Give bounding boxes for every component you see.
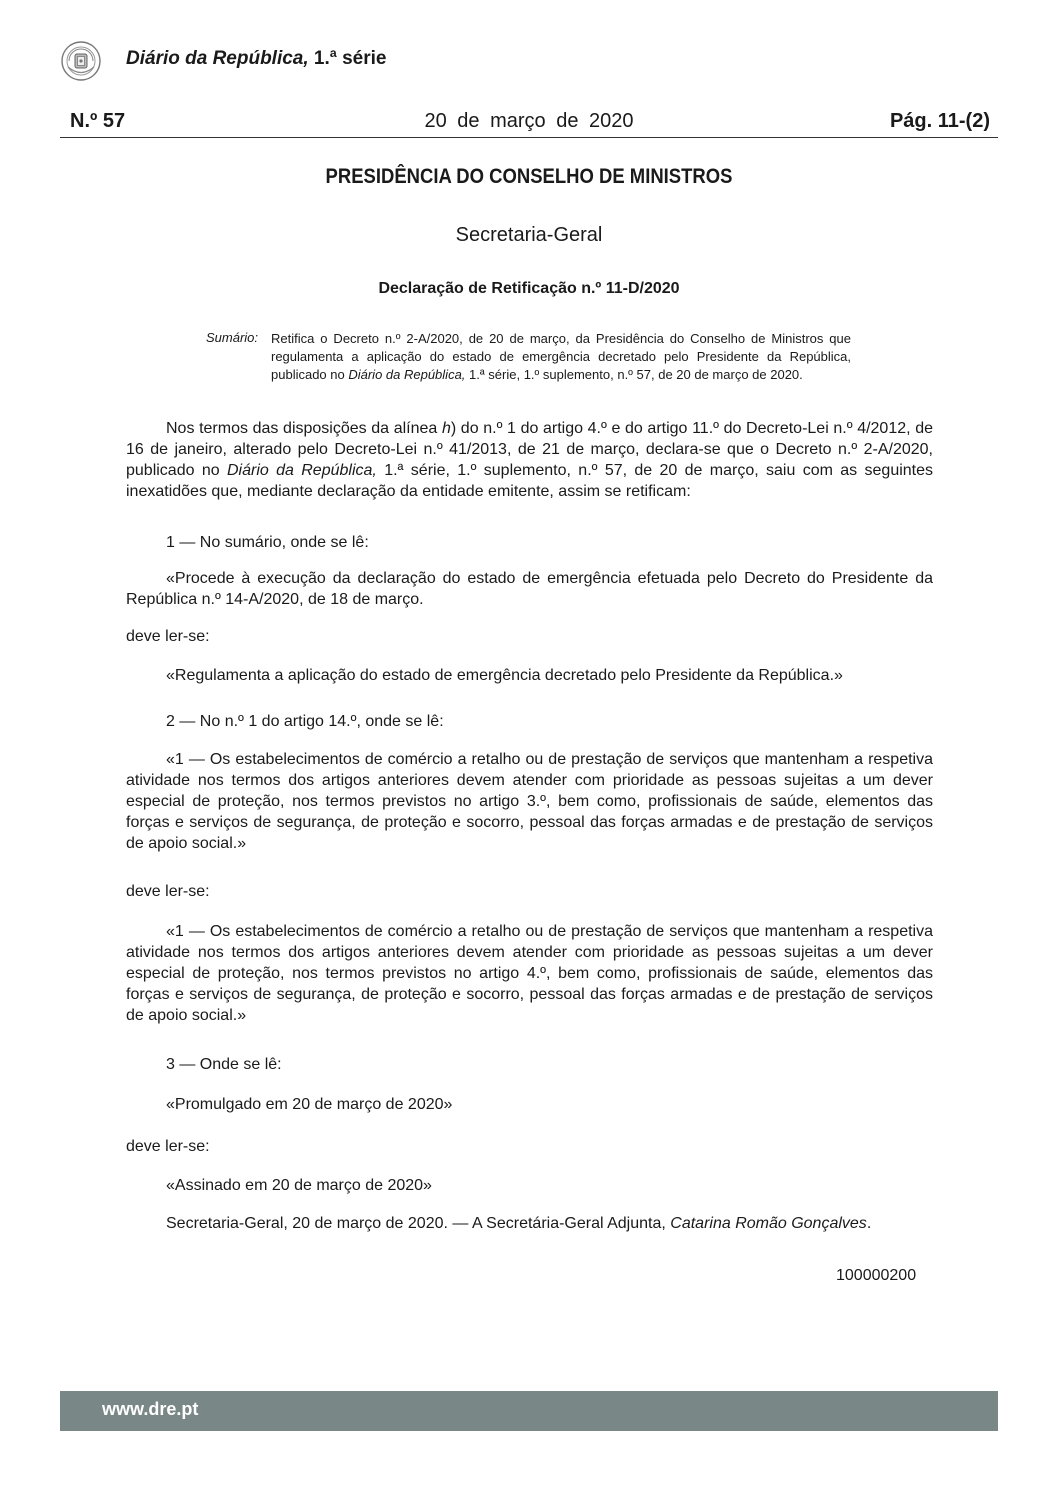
item1-new-text: «Regulamenta a aplicação do estado de emergência decretado pelo Presidente da República.» — [166, 667, 843, 684]
journal-title — [126, 48, 386, 70]
issue-meta-row — [60, 110, 998, 138]
issue-number: N.º 57 — [70, 110, 126, 132]
intro-text: 1.ª série, 1.º suplemento, n.º 57, de 20 de março, saiu com as seguintes inexatidões que, mediante declaração da entidade emitente, assim se retificam: — [126, 462, 934, 500]
item3-heading: 3 — Onde se lê: — [166, 1056, 282, 1073]
item1-heading: 1 — No sumário, onde se lê: — [166, 534, 369, 551]
item2-new-text: «1 — Os estabelecimentos de comércio a retalho ou de prestação de serviços que mantenham a respetiva atividade nos termos dos artigos anteriores devem atender com prioridade as pessoas sujeitas a um dever especial de proteção, nos termos previstos no artigo 4.º, bem como, profissionais de saúde, elementos das forças e serviços de segurança, de proteção e socorro, pessoal das forças armadas e de prestação de serviços de apoio social.» — [126, 923, 933, 1024]
item3-read-as: deve ler-se: — [126, 1138, 210, 1155]
closing-text: . — [866, 1215, 872, 1232]
item2-old-text: «1 — Os estabelecimentos de comércio a retalho ou de prestação de serviços que mantenham a respetiva atividade nos termos dos artigos anteriores devem atender com prioridade as pessoas sujeitas a um dever especial de proteção, nos termos previstos no artigo 3.º, bem como, profissionais de saúde, elementos das forças e serviços de segurança, de proteção e socorro, pessoal das forças armadas e de prestação de serviços de apoio social.» — [126, 751, 933, 852]
intro-text-italic: Diário da República, — [226, 462, 377, 479]
document-identifier: 100000200 — [836, 1267, 917, 1284]
item1-old-text: «Procede à execução da declaração do estado de emergência efetuada pelo Decreto do Presidente da República n.º 14-A/2020, de 18 de março. — [126, 570, 933, 608]
summary-text-italic: Diário da República, — [348, 367, 466, 382]
summary-label: Sumário: — [206, 330, 259, 345]
closing-text: Secretaria-Geral, 20 de março de 2020. — A Secretária-Geral Adjunta, — [166, 1215, 671, 1232]
footer-bar — [60, 1391, 998, 1431]
item2-heading: 2 — No n.º 1 do artigo 14.º, onde se lê: — [166, 713, 444, 730]
closing-paragraph — [126, 1213, 933, 1234]
journal-name: Diário da República, — [126, 48, 309, 69]
summary-text-part: 1.ª série, 1.º suplemento, n.º 57, de 20 de março de 2020. — [465, 367, 803, 382]
header-divider — [60, 137, 998, 138]
signatory-name: Catarina Romão Gonçalves — [670, 1215, 867, 1232]
journal-series: 1.ª série — [308, 48, 387, 69]
summary-text-part: Retifica o Decreto n.º 2-A/2020, de 20 de março, da Presidência do Conselho de Ministros que regulamenta a aplicação do estado de emergência decretado pelo Presidente da República, publicado no — [271, 331, 851, 382]
page-number: Pág. 11-(2) — [889, 110, 990, 132]
item2-read-as: deve ler-se: — [126, 883, 210, 900]
item3-new-text: «Assinado em 20 de março de 2020» — [166, 1177, 432, 1194]
intro-text-italic: h — [441, 420, 451, 437]
intro-text: Nos termos das disposições da alínea — [166, 420, 442, 437]
item3-old-text: «Promulgado em 20 de março de 2020» — [166, 1096, 453, 1113]
portuguese-coat-of-arms-icon — [60, 40, 102, 82]
department-title: Secretaria-Geral — [455, 224, 603, 246]
intro-paragraph — [126, 418, 933, 502]
organization-title: PRESIDÊNCIA DO CONSELHO DE MINISTROS — [325, 165, 733, 188]
item1-read-as: deve ler-se: — [126, 628, 210, 645]
footer-url-link[interactable]: www.dre.pt — [102, 1399, 199, 1419]
summary-text — [271, 330, 851, 384]
intro-text: ) do n.º 1 do artigo 4.º e do artigo 11.º do Decreto-Lei n.º 4/2012, de 16 de janeiro, alterado pelo Decreto-Lei n.º 41/2013, de 21 de março, declara-se que o Decreto n.º 2-A/2020, publicado no — [126, 420, 934, 479]
issue-date: 20 de março de 2020 — [424, 110, 634, 132]
declaration-title: Declaração de Retificação n.º 11-D/2020 — [378, 280, 680, 297]
